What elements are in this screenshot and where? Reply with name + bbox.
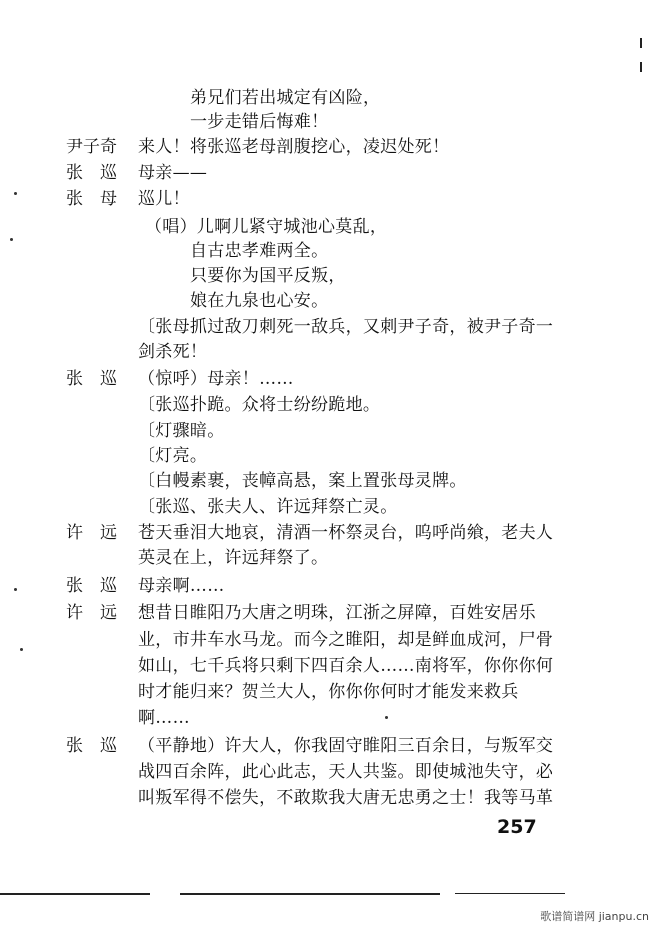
dialogue-line: 母亲啊……: [138, 576, 225, 596]
dialogue-line: 来人！将张巡老母剖腹挖心，凌迟处死！: [138, 137, 450, 157]
watermark: 歌谱简谱网 jianpu.cn: [540, 910, 649, 923]
verse-line: 一步走错后悔难！: [190, 112, 329, 132]
edge-mark: [640, 38, 642, 48]
dialogue-line: 叫叛军得不偿失，不敢欺我大唐无忠勇之士！我等马革: [138, 788, 554, 808]
stage-direction: 〔灯亮。: [138, 446, 208, 466]
speck: [385, 716, 388, 719]
speaker-label: 尹子奇: [66, 137, 117, 157]
stage-direction: 剑杀死！: [138, 342, 208, 362]
speck: [14, 192, 17, 195]
dialogue-line: 战四百余阵，此心此志，天人共鉴。即使城池失守，必: [138, 762, 554, 782]
dialogue-line: 母亲——: [138, 163, 208, 183]
dialogue-line: 时才能归来？贺兰大人，你你你何时才能发来救兵: [138, 682, 519, 702]
stage-direction: 〔灯骤暗。: [138, 421, 225, 441]
dialogue-line: 如山，七千兵将只剩下四百余人……南将军，你你你何: [138, 656, 554, 676]
dialogue-line: 业，市井车水马龙。而今之睢阳，却是鲜血成河，尸骨: [138, 630, 554, 650]
dialogue-line: 英灵在上，许远拜祭了。: [138, 548, 329, 568]
dialogue-line: （惊呼）母亲！……: [138, 369, 294, 389]
stage-direction: 〔白幔素裹，丧幛高悬，案上置张母灵牌。: [138, 471, 467, 491]
edge-mark: [640, 62, 642, 72]
dialogue-line: 苍天垂泪大地哀，清酒一杯祭灵台，呜呼尚飨，老夫人: [138, 523, 554, 543]
speaker-label: 张 巡: [66, 576, 117, 596]
dialogue-line: （平静地）许大人，你我固守睢阳三百余日，与叛军交: [138, 736, 554, 756]
song-line: 娘在九泉也心安。: [190, 291, 329, 311]
speaker-label: 张 巡: [66, 736, 117, 756]
speck: [20, 648, 23, 651]
song-line: 自古忠孝难两全。: [190, 241, 329, 261]
page-number: 257: [497, 816, 537, 838]
verse-line: 弟兄们若出城定有凶险，: [190, 88, 381, 108]
song-line: （唱）儿啊儿紧守城池心莫乱，: [145, 217, 388, 237]
bottom-rule: [0, 893, 150, 895]
speaker-label: 张 巡: [66, 369, 117, 389]
speaker-label: 许 远: [66, 523, 117, 543]
dialogue-line: 啊……: [138, 708, 190, 728]
speck: [14, 588, 17, 591]
speaker-label: 许 远: [66, 603, 117, 623]
dialogue-line: 想昔日睢阳乃大唐之明珠，江浙之屏障，百姓安居乐: [138, 603, 536, 623]
stage-direction: 〔张母抓过敌刀刺死一敌兵，又刺尹子奇，被尹子奇一: [138, 317, 554, 337]
dialogue-line: 巡儿！: [138, 189, 190, 209]
speck: [10, 238, 13, 241]
bottom-rule: [180, 893, 440, 895]
stage-direction: 〔张巡、张夫人、许远拜祭亡灵。: [138, 497, 398, 517]
bottom-rule: [455, 893, 565, 894]
speaker-label: 张 母: [66, 189, 117, 209]
speaker-label: 张 巡: [66, 163, 117, 183]
stage-direction: 〔张巡扑跪。众将士纷纷跪地。: [138, 395, 381, 415]
song-line: 只要你为国平反叛，: [190, 266, 346, 286]
